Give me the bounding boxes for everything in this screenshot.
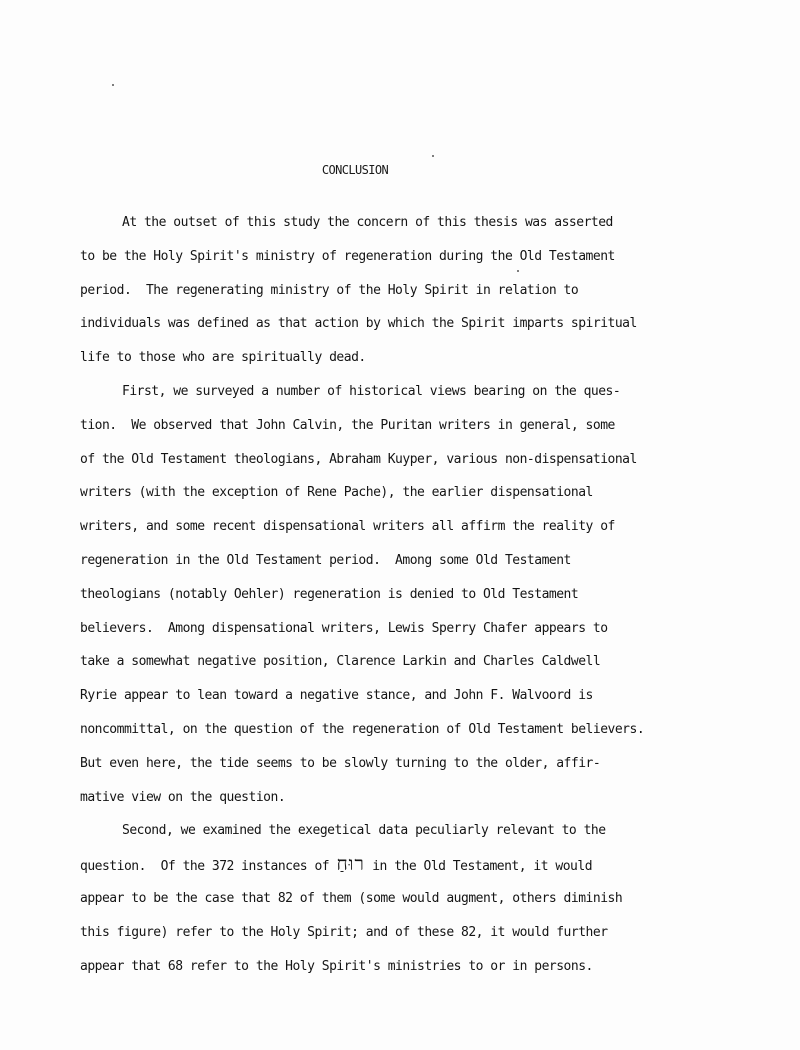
text-line: believers. Among dispensational writers, Lewis Sperry Chafer appears to (80, 620, 608, 636)
hebrew-word: רוּחַ (336, 853, 365, 876)
text-line: Ryrie appear to lean toward a negative stance, and John F. Walvoord is (80, 688, 593, 704)
text-line: noncommittal, on the question of the regeneration of Old Testament believers. (80, 721, 645, 737)
text-line: period. The regenerating ministry of the Holy Spirit in relation to (80, 282, 579, 298)
text-line: individuals was defined as that action by which the Spirit imparts spiritual (80, 316, 637, 332)
text-line: to be the Holy Spirit's ministry of regeneration during the Old Testament (80, 248, 615, 264)
text-line: life to those who are spiritually dead. (80, 350, 366, 366)
page-title: CONCLUSION (321, 163, 389, 177)
text-line: Second, we examined the exegetical data peculiarly relevant to the (122, 823, 606, 839)
text-line: writers, and some recent dispensational writers all affirm the reality of (80, 519, 615, 535)
text-line: But even here, the tide seems to be slowly turning to the older, affir- (80, 755, 601, 771)
text-fragment: in the Old Testament, it would (364, 859, 593, 875)
text-line: take a somewhat negative position, Clarence Larkin and Charles Caldwell (80, 654, 601, 670)
text-fragment: question. Of the 372 instances of (80, 859, 337, 875)
text-line: tion. We observed that John Calvin, the Puritan writers in general, some (80, 417, 615, 433)
text-line: First, we surveyed a number of historical views bearing on the ques- (122, 383, 621, 399)
body-text (80, 206, 770, 983)
text-line-with-hebrew (80, 848, 770, 882)
text-line: writers (with the exception of Rene Pache), the earlier dispensational (80, 485, 593, 501)
text-line: appear that 68 refer to the Holy Spirit's ministries to or in persons. (80, 958, 593, 974)
text-line: appear to be the case that 82 of them (some would augment, others diminish (80, 890, 623, 906)
paper-speck (432, 155, 434, 157)
text-line: regeneration in the Old Testament period. Among some Old Testament (80, 552, 571, 568)
text-line: At the outset of this study the concern of this thesis was asserted (122, 215, 613, 230)
paper-speck (112, 84, 114, 86)
text-line: this figure) refer to the Holy Spirit; and of these 82, it would further (80, 924, 608, 940)
text-line: theologians (notably Oehler) regeneration is denied to Old Testament (80, 586, 579, 602)
text-line: mative view on the question. (80, 789, 286, 805)
text-line: of the Old Testament theologians, Abraham Kuyper, various non-dispensational (80, 451, 637, 467)
